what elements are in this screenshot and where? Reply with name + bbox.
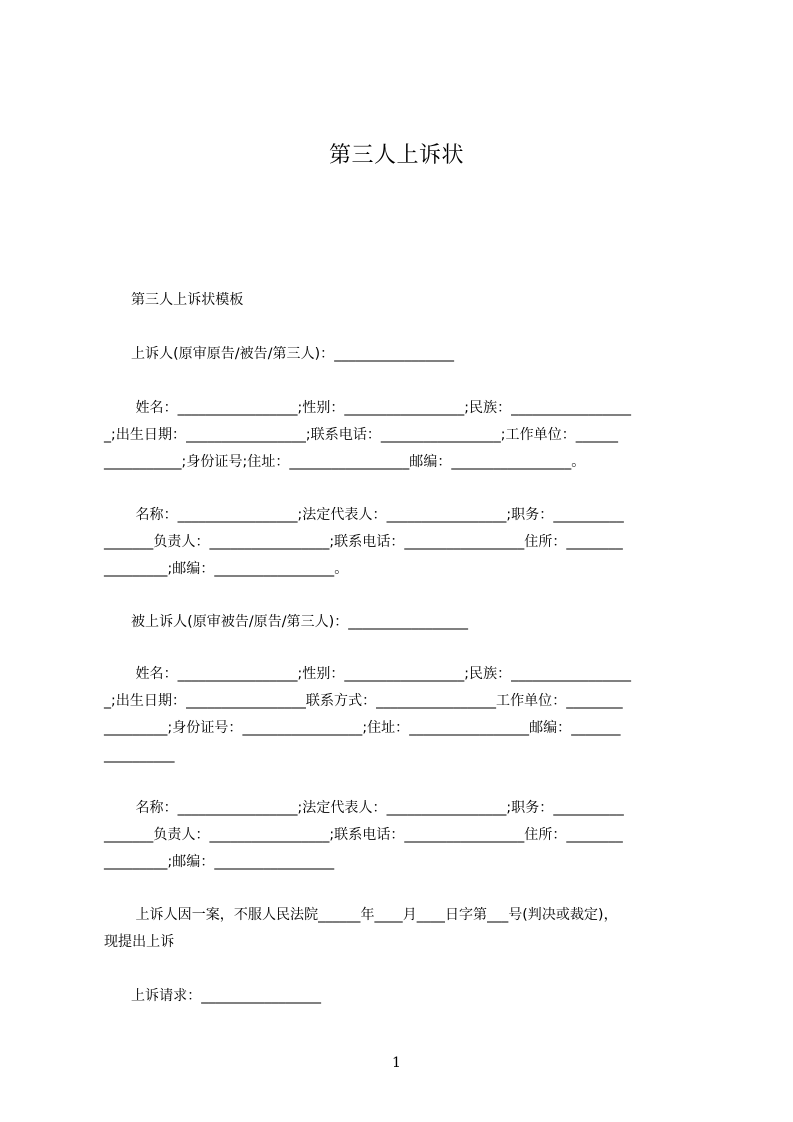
appellant-heading-line: 上诉人(原审原告/被告/第三人)：_________________ [104, 346, 455, 362]
appellee-org-line-1: 名称：_________________;法定代表人：_________________;职务：__________ [104, 800, 624, 816]
template-heading-line: 第三人上诉状模板 [104, 292, 244, 308]
page-number: 1 [392, 1055, 401, 1071]
appellee-org-line-3: _________;邮编：_________________ [104, 854, 335, 870]
appellee-org-line-2: _______负责人：_________________;联系电话：_________________住所：________ [104, 827, 623, 843]
appeal-statement-line-1: 上诉人因一案，不服人民法院______年____月____日字第___号(判决或裁定)， [104, 907, 618, 923]
appellant-org-line-2: _______负责人：_________________;联系电话：_________________住所：________ [104, 534, 623, 550]
appellee-person-line-2: _;出生日期：_________________联系方式：_________________工作单位：________ [104, 693, 623, 709]
appeal-request-line: 上诉请求：_________________ [104, 988, 322, 1004]
appellant-org-line-3: _________;邮编：_________________。 [104, 561, 349, 577]
appellee-person-line-3: _________;身份证号：_________________;住址：_________________邮编：_______ [104, 720, 621, 736]
appellant-person-line-1: 姓名：_________________;性别：_________________;民族：_________________ [104, 400, 632, 416]
appellant-org-line-1: 名称：_________________;法定代表人：_________________;职务：__________ [104, 507, 624, 523]
document-title: 第三人上诉状 [328, 143, 464, 168]
appellee-person-line-4: __________ [104, 747, 175, 763]
appellant-person-line-2: _;出生日期：_________________;联系电话：_________________;工作单位：______ [104, 427, 619, 443]
appellee-heading-line: 被上诉人(原审被告/原告/第三人)：_________________ [104, 614, 469, 630]
appellee-person-line-1: 姓名：_________________;性别：_________________;民族：_________________ [104, 666, 632, 682]
appeal-statement-line-2: 现提出上诉 [104, 934, 175, 950]
appellant-person-line-3: ___________;身份证号;住址：_________________邮编：_________________。 [104, 454, 586, 470]
